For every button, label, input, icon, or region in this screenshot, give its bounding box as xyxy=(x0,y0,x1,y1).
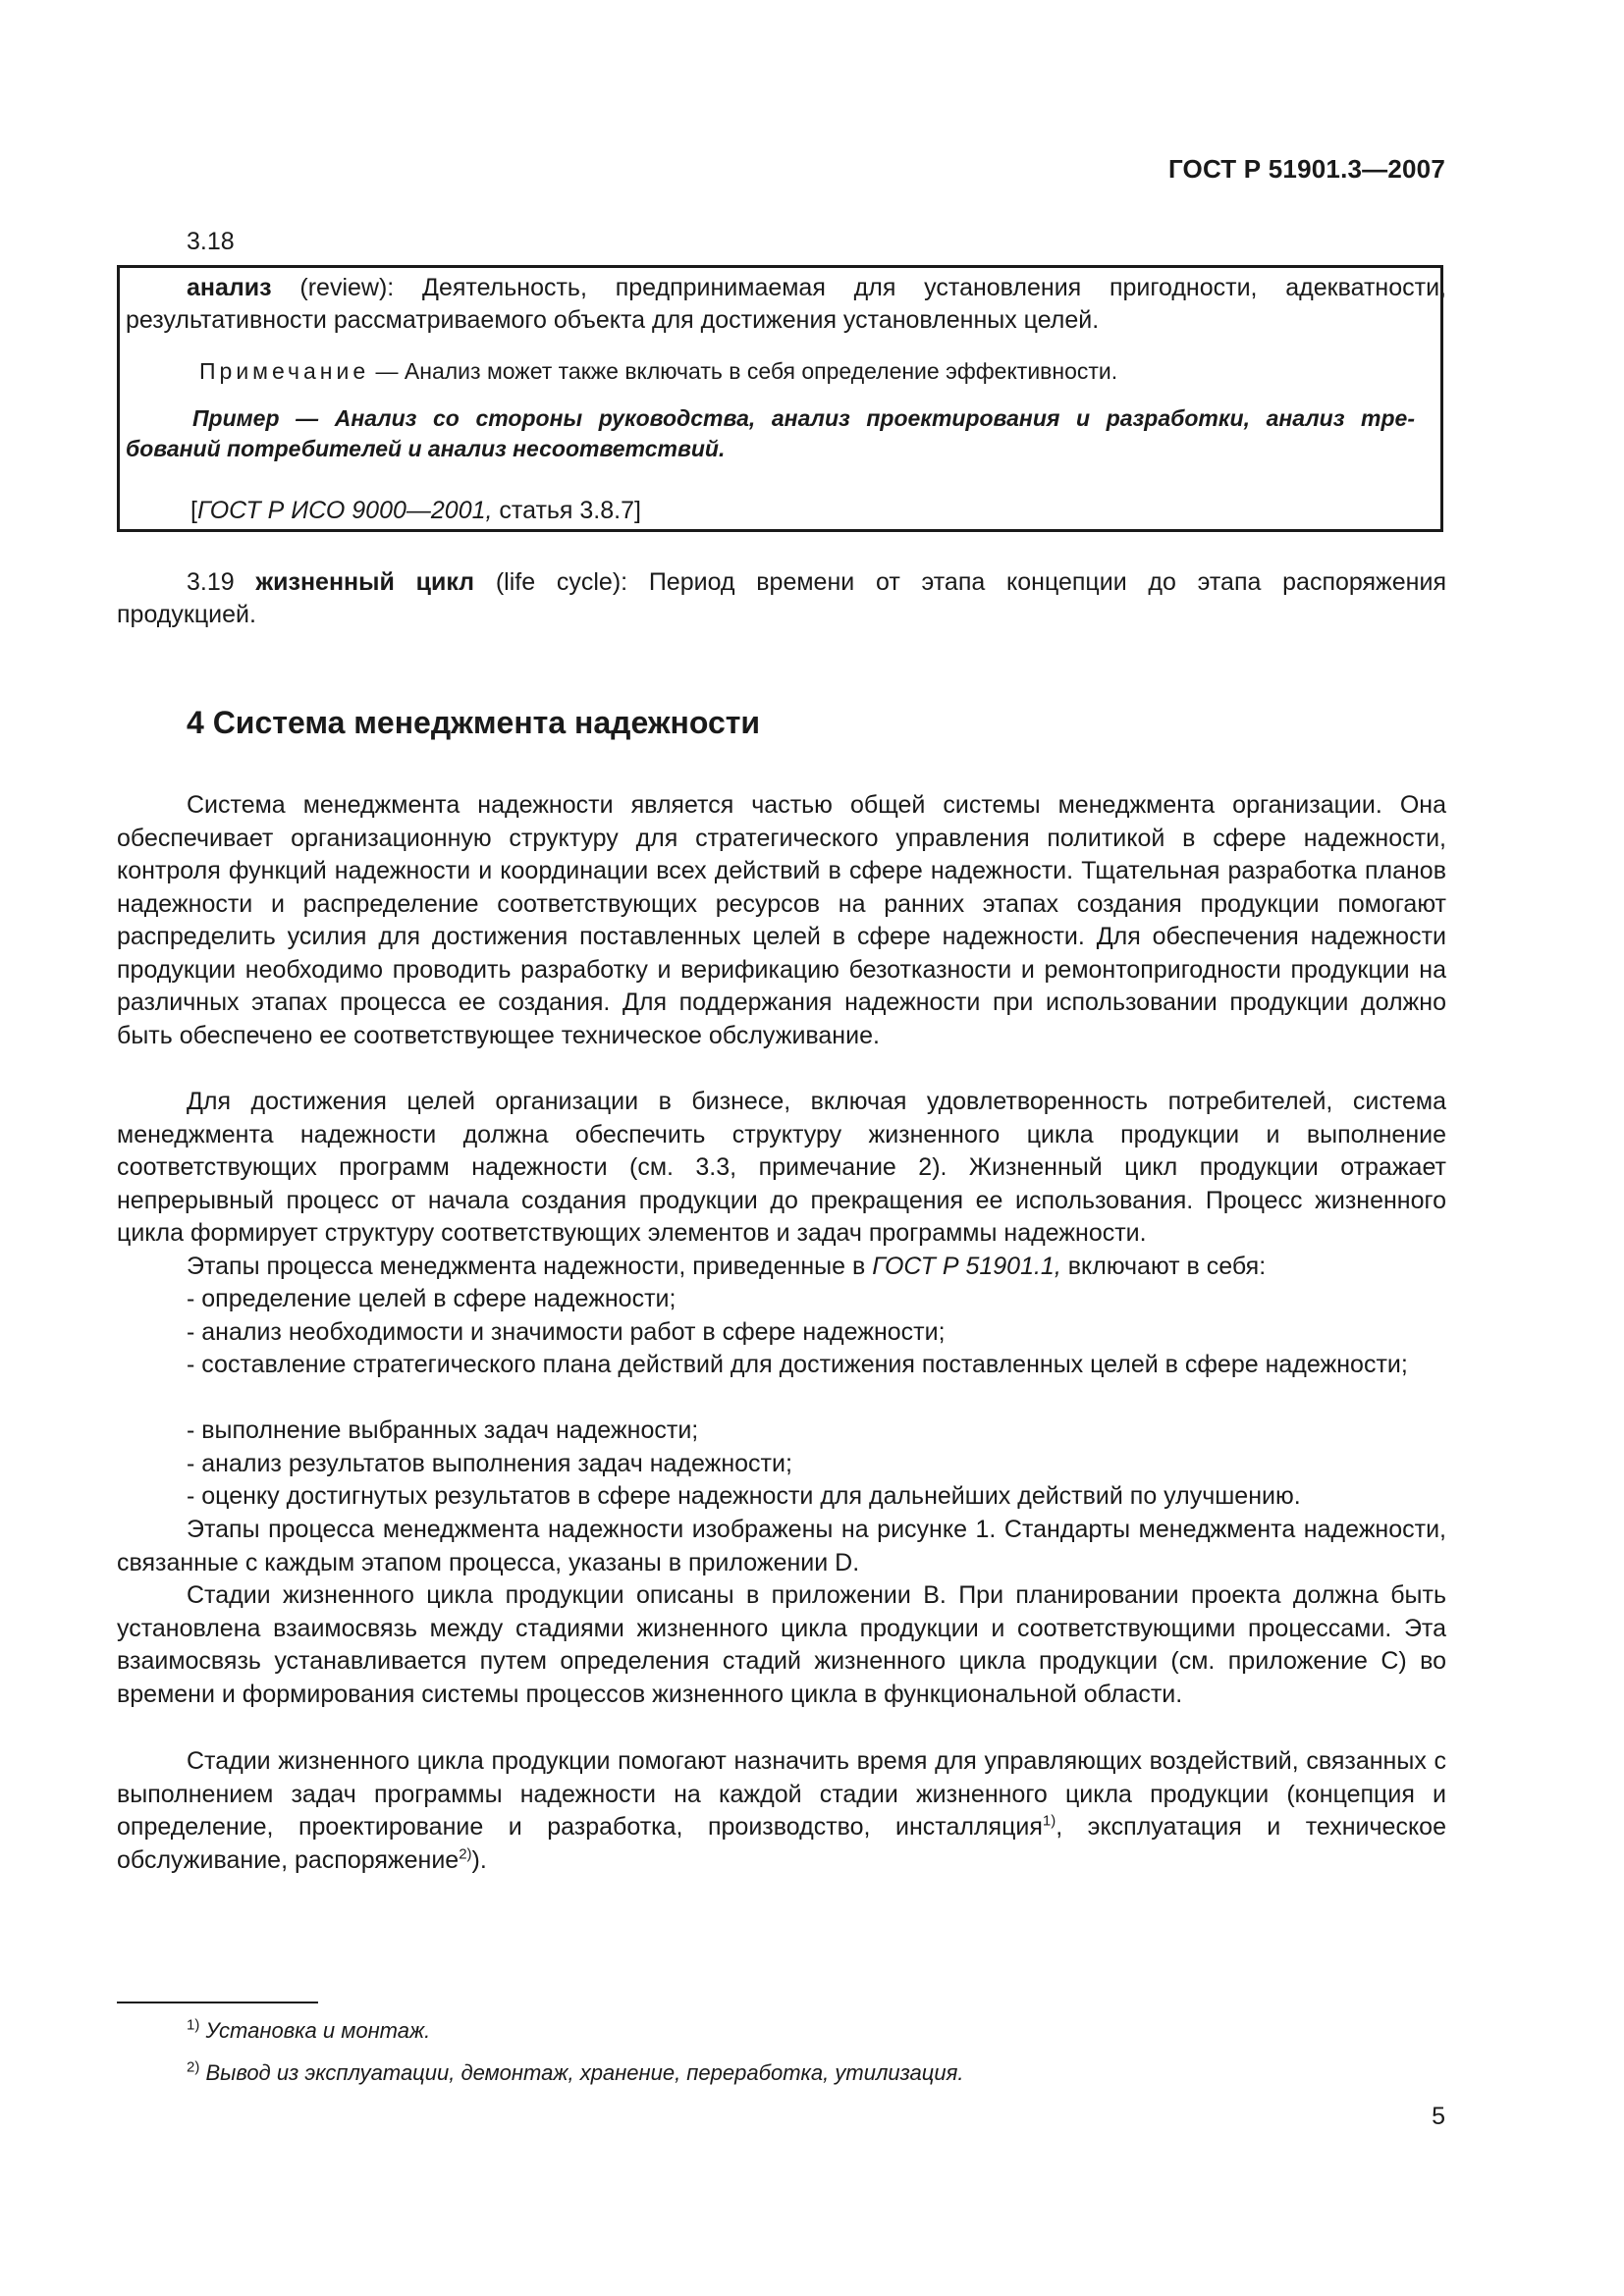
term-analysis-en: (review): xyxy=(271,274,395,301)
clause-3-19-line-1 xyxy=(117,566,1446,599)
term-life-cycle: жизненный цикл xyxy=(255,568,475,596)
footnote-1 xyxy=(187,2016,1516,2046)
paragraph-3-text: Этапы процесса менеджмента надежности, приведенные в xyxy=(187,1253,873,1280)
list-item: - выполнение выбранных задач надежности; xyxy=(187,1416,699,1444)
definition-line-2: результативности рассматриваемого объекта для достижения установленных целей. xyxy=(126,306,1100,334)
list-item: - анализ результатов выполнения задач надежности; xyxy=(187,1450,792,1477)
footnote-1-text: Установка и монтаж. xyxy=(199,2018,431,2043)
definition-line-1 xyxy=(117,272,1446,304)
reference-bracket: [ xyxy=(190,497,197,524)
footnote-2 xyxy=(187,2058,1516,2088)
reference-line xyxy=(190,495,1520,527)
list-item: - составление стратегического плана действий для достижения поставленных целей в сфере надежности; xyxy=(187,1351,1408,1378)
paragraph-1: Система менеджмента надежности является частью общей системы менеджмента организации. Она обеспечивает организационную структуру для стратегического управления политикой в сфере надежности, контроля функций надежности и координации всех действий в сфере надежности. Тщательная разработка планов надежности и распределение соответствующих ресурсов на ранних этапах создания продукции помогают распределить усилия для достижения поставленных целей в сфере надежности. Для обеспечения надежности продукции необходимо проводить разработку и верификацию безотказности и ремонтопригодности продукции на различных этапах процесса ее создания. Для поддержания надежности при использовании продукции должно быть обеспечено ее соответствующее техническое обслуживание. xyxy=(117,791,1446,1049)
list-item: - определение целей в сфере надежности; xyxy=(187,1285,677,1312)
paragraph-6-text-a: Стадии жизненного цикла продукции помогают назначить время для управляющих воздействий, связанных с выполнением задач программы надежности на каждой стадии жизненного цикла продукции (концепция и определение, проектирование и разработка, производство, инсталляция xyxy=(117,1747,1446,1841)
paragraph-3 xyxy=(117,1251,1446,1283)
clause-number-3-19: 3.19 xyxy=(187,568,256,596)
example-line-2: бований потребителей и анализ несоответствий. xyxy=(126,436,726,461)
term-analysis: анализ xyxy=(187,274,272,301)
section-4-title: 4 Система менеджмента надежности xyxy=(187,705,761,740)
list-item: - оценку достигнутых результатов в сфере надежности для дальнейших действий по улучшению. xyxy=(187,1482,1301,1510)
definition-text-part1: Деятельность, предпринимаемая для установления пригодности, адекватности, xyxy=(394,274,1446,301)
footnote-2-text: Вывод из эксплуатации, демонтаж, хранение, переработка, утилизация. xyxy=(199,2060,964,2085)
clause-3-19-line-2: продукцией. xyxy=(117,601,256,628)
note-label: Примечание xyxy=(199,358,370,384)
paragraph-6 xyxy=(117,1745,1446,1877)
reference-standard: ГОСТ Р ИСО 9000—2001, xyxy=(196,497,493,524)
footnote-1-mark: 1) xyxy=(187,2016,200,2034)
life-cycle-definition: (life cycle): Период времени от этапа концепции до этапа распоряжения xyxy=(474,568,1446,596)
footnote-ref-2: 2) xyxy=(459,1845,472,1863)
footnote-2-mark: 2) xyxy=(187,2058,200,2076)
example-line-1: Пример — Анализ со стороны руководства, анализ проектирования и разработки, анализ тре- xyxy=(192,405,1415,431)
paragraph-4: Этапы процесса менеджмента надежности изображены на рисунке 1. Стандарты менеджмента надежности, связанные с каждым этапом процесса, указаны в приложении D. xyxy=(117,1516,1446,1576)
list-item: - анализ необходимости и значимости работ в сфере надежности; xyxy=(187,1318,946,1346)
footnote-divider xyxy=(117,2002,318,2003)
clause-number-3-18: 3.18 xyxy=(187,228,235,255)
paragraph-3-end: включают в себя: xyxy=(1060,1253,1267,1280)
reference-article: статья 3.8.7] xyxy=(492,497,641,524)
note-line xyxy=(199,355,1529,388)
footnote-ref-1: 1) xyxy=(1042,1812,1056,1830)
paragraph-6-text-c: ). xyxy=(471,1845,487,1874)
paragraph-5: Стадии жизненного цикла продукции описаны в приложении В. При планировании проекта должна быть установлена взаимосвязь между стадиями жизненного цикла продукции и соответствующими процессами. Эта взаимосвязь устанавливается путем определения стадий жизненного цикла продукции (см. приложение С) во времени и формирования системы процессов жизненного цикла в функциональной области. xyxy=(117,1581,1446,1708)
note-text: — Анализ может также включать в себя определение эффективности. xyxy=(369,358,1118,384)
paragraph-3-standard: ГОСТ Р 51901.1, xyxy=(872,1253,1061,1280)
paragraph-2: Для достижения целей организации в бизнесе, включая удовлетворенность потребителей, система менеджмента надежности должна обеспечить структуру жизненного цикла продукции и выполнение соответствующих программ надежности (см. 3.3, примечание 2). Жизненный цикл продукции отражает непрерывный процесс от начала создания продукции до прекращения ее использования. Процесс жизненного цикла формирует структуру соответствующих элементов и задач программы надежности. xyxy=(117,1088,1446,1247)
paragraph-6-text-b: , эксплуатация и техническое обслуживание, распоряжение xyxy=(117,1813,1446,1874)
document-code-header: ГОСТ Р 51901.3—2007 xyxy=(1167,154,1445,184)
page-number: 5 xyxy=(1432,2103,1445,2130)
